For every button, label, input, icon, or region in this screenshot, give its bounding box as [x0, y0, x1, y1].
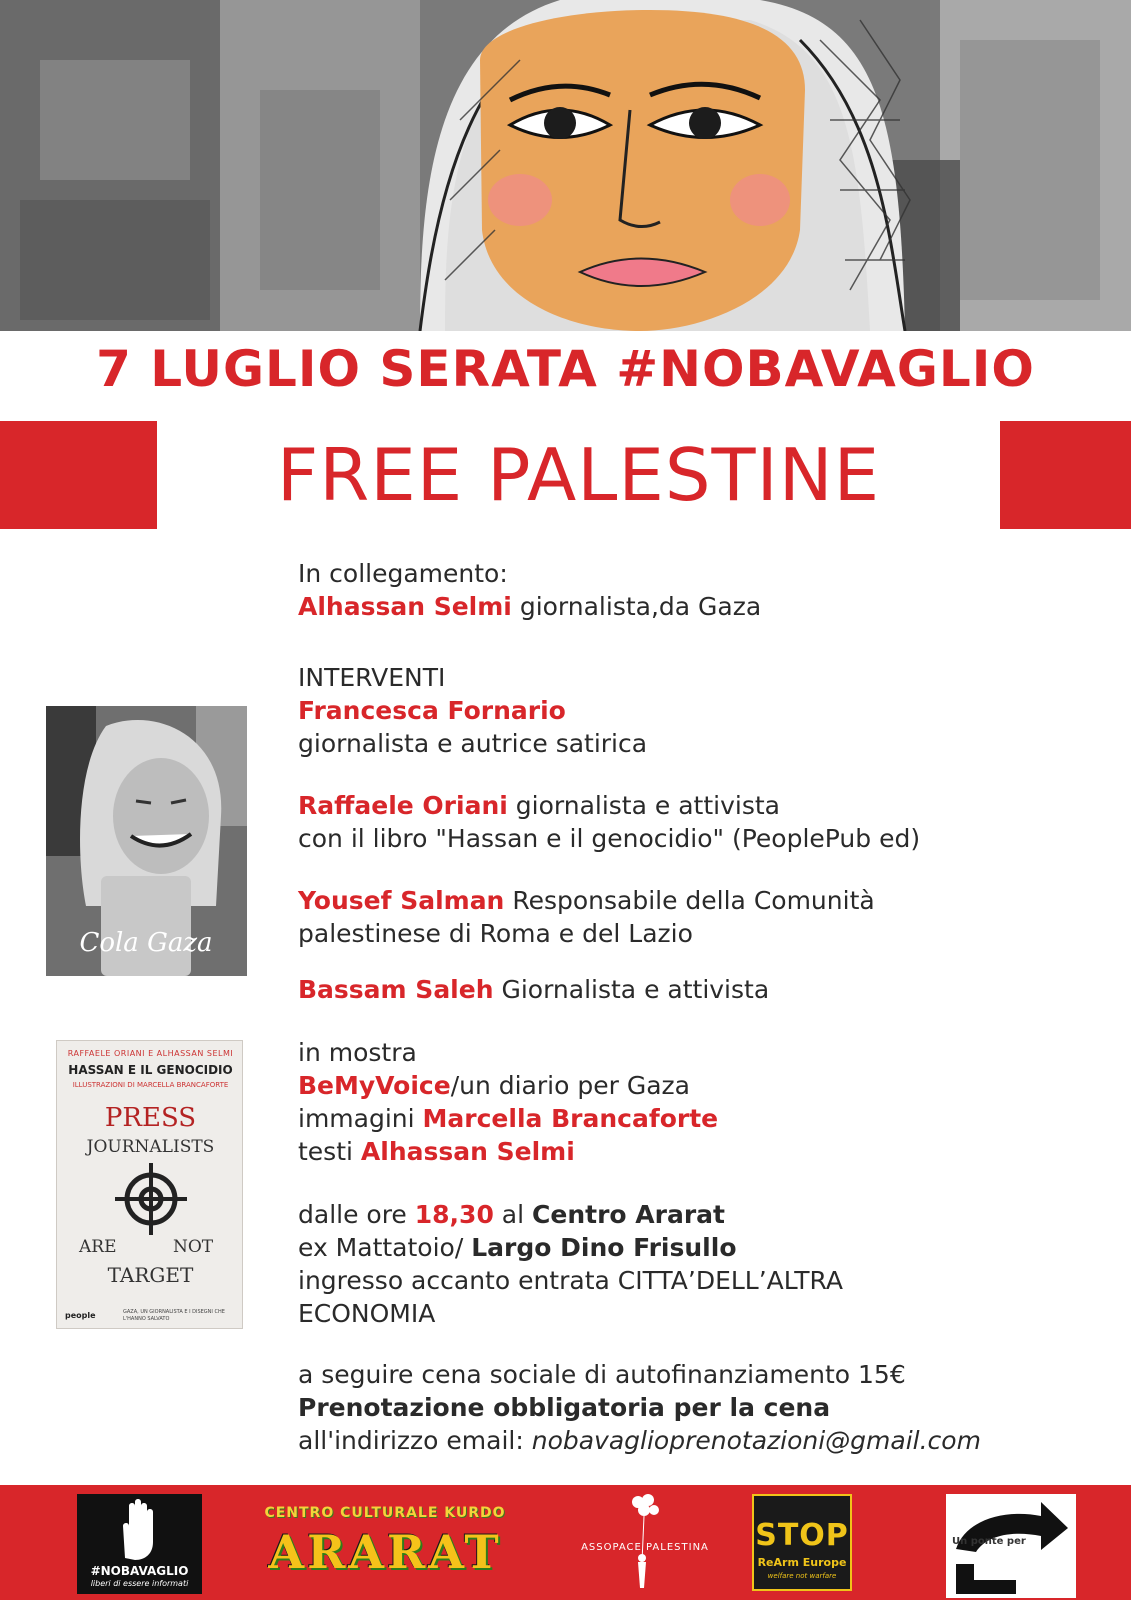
- ponte-name: Un ponte per: [952, 1536, 1026, 1547]
- mostra-texts-label: testi: [298, 1137, 361, 1166]
- portrait-illustration: [0, 0, 1131, 331]
- mostra-project: BeMyVoice: [298, 1071, 451, 1100]
- assopace-logo: [560, 1492, 730, 1592]
- hand-icon: [115, 1498, 165, 1562]
- nobavaglio-sub: liberi di essere informati: [90, 1579, 189, 1588]
- book-journalists: JOURNALISTS: [86, 1137, 215, 1157]
- event-subtitle: FREE PALESTINE: [276, 433, 881, 517]
- mostra-project-suffix: /un diario per Gaza: [450, 1071, 690, 1100]
- speaker-3-line1: [298, 884, 875, 917]
- venue-from: dalle ore: [298, 1200, 415, 1229]
- mostra-project-line: [298, 1069, 690, 1102]
- dinner-email-label: all'indirizzo email:: [298, 1426, 532, 1455]
- speaker-photo-illustration: [46, 706, 247, 976]
- venue-line1: [298, 1198, 725, 1231]
- live-name: Alhassan Selmi: [298, 592, 512, 621]
- interventi-heading: INTERVENTI: [298, 663, 446, 692]
- book-subtitle: ILLUSTRAZIONI DI MARCELLA BRANCAFORTE: [72, 1081, 229, 1089]
- speaker-photo: [46, 706, 247, 976]
- book-cover: [56, 1040, 243, 1329]
- venue-line2: [298, 1231, 737, 1264]
- mostra-label: in mostra: [298, 1038, 417, 1067]
- nobavaglio-title: #NOBAVAGLIO: [90, 1564, 189, 1578]
- speaker-1-name: Francesca Fornario: [298, 696, 566, 725]
- live-line: [298, 590, 761, 623]
- venue-at: al: [493, 1200, 533, 1229]
- book-not: NOT: [173, 1237, 214, 1257]
- speaker-1-line2: giornalista e autrice satirica: [298, 729, 648, 758]
- event-title: 7 LUGLIO SERATA #NOBAVAGLIO: [96, 340, 1035, 398]
- speaker-3-name: Yousef Salman: [298, 886, 505, 915]
- stop-title: STOP: [755, 1518, 849, 1553]
- dinner-line1: a seguire cena sociale di autofinanziamento 15€: [298, 1360, 906, 1389]
- book-title: HASSAN E IL GENOCIDIO: [68, 1063, 233, 1077]
- mostra-texts-line: [298, 1135, 575, 1168]
- mostra-images-line: [298, 1102, 718, 1135]
- ararat-top: CENTRO CULTURALE KURDO: [264, 1505, 506, 1521]
- speaker-2-line1: [298, 789, 780, 822]
- book-press: PRESS: [104, 1103, 197, 1133]
- book-footnote: GAZA, UN GIORNALISTA E I DISEGNI CHE L'HANNO SALVATO: [123, 1309, 225, 1322]
- venue-line2-prefix: ex Mattatoio/: [298, 1233, 472, 1262]
- ararat-logo: [250, 1505, 520, 1585]
- stop-rearm-logo: [752, 1494, 852, 1591]
- dinner-reservation: Prenotazione obbligatoria per la cena: [298, 1393, 831, 1422]
- dinner-email[interactable]: nobavaglioprenotazioni@gmail.com: [531, 1426, 981, 1455]
- venue-line4: ECONOMIA: [298, 1299, 436, 1328]
- speaker-4-name: Bassam Saleh: [298, 975, 494, 1004]
- speaker-2-role: giornalista e attivista: [507, 791, 780, 820]
- book-are: ARE: [79, 1237, 117, 1257]
- mostra-images-name: Marcella Brancaforte: [422, 1104, 719, 1133]
- venue-place: Centro Ararat: [532, 1200, 725, 1229]
- live-label: In collegamento:: [298, 559, 508, 588]
- book-authors: RAFFAELE ORIANI E ALHASSAN SELMI: [67, 1049, 234, 1058]
- speaker-1-line1: [298, 694, 566, 727]
- venue-time: 18,30: [414, 1200, 494, 1229]
- assopace-name: ASSOPACE PALESTINA: [581, 1542, 709, 1553]
- header-artwork: [0, 0, 1131, 331]
- mostra-images-label: immagini: [298, 1104, 423, 1133]
- speaker-2-name: Raffaele Oriani: [298, 791, 508, 820]
- un-ponte-per-logo: [946, 1494, 1076, 1598]
- book-publisher: people: [65, 1311, 96, 1320]
- venue-street: Largo Dino Frisullo: [471, 1233, 737, 1262]
- venue-line3: ingresso accanto entrata CITTA’DELL’ALTRA: [298, 1266, 843, 1295]
- speaker-3-line2: palestinese di Roma e del Lazio: [298, 919, 693, 948]
- speaker-4-line1: [298, 973, 769, 1006]
- photo-can-label: Cola Gaza: [79, 928, 213, 958]
- speaker-4-role: Giornalista e attivista: [493, 975, 770, 1004]
- nobavaglio-logo: [77, 1494, 202, 1594]
- mostra-texts-name: Alhassan Selmi: [360, 1137, 575, 1166]
- live-role: giornalista,da Gaza: [511, 592, 762, 621]
- stop-sub: ReArm Europe: [757, 1556, 847, 1569]
- ararat-name: ARARAT: [268, 1525, 502, 1579]
- speaker-3-role: Responsabile della Comunità: [504, 886, 875, 915]
- dinner-email-line: [298, 1424, 981, 1457]
- target-icon: [115, 1163, 187, 1235]
- speaker-2-line2: con il libro "Hassan e il genocidio" (PeoplePub ed): [298, 824, 921, 853]
- stop-tag: welfare not warfare: [767, 1572, 837, 1580]
- book-target: TARGET: [107, 1263, 194, 1287]
